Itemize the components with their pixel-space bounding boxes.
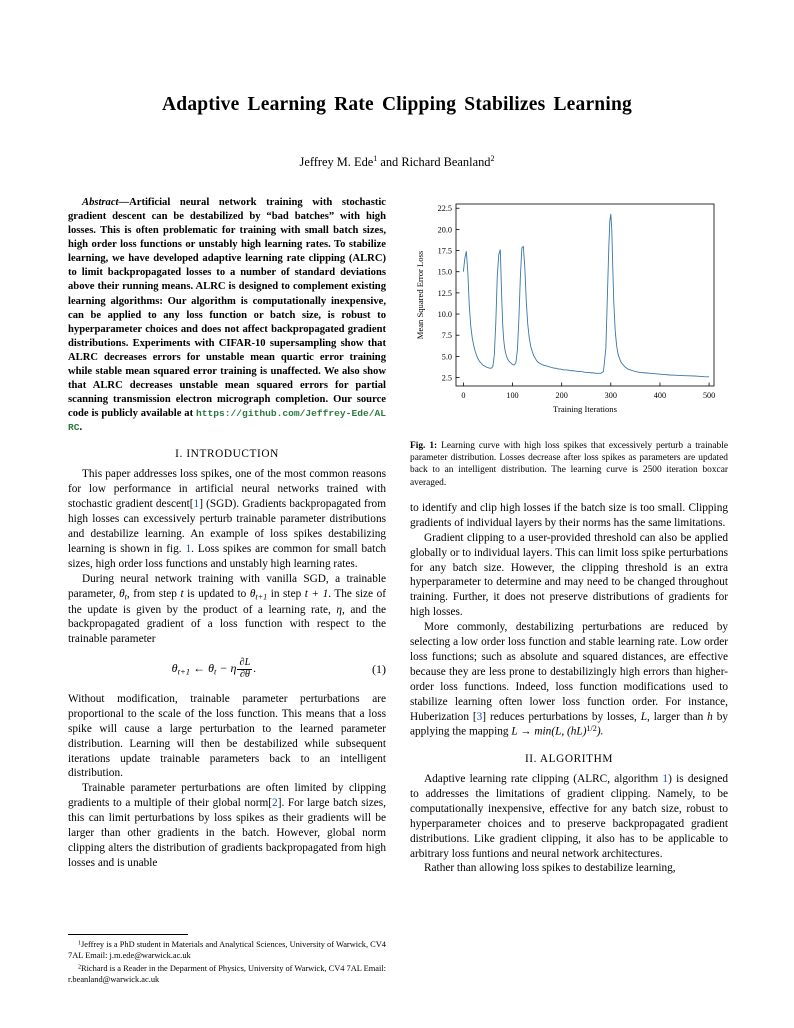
figure-1-label: Fig. 1:: [410, 441, 438, 451]
svg-text:100: 100: [506, 391, 519, 400]
intro-p2-part-e: . The size of the update is given by the product of a learning rate,: [68, 587, 386, 616]
intro-p2-part-d: in step: [267, 587, 305, 600]
abstract-text: Artificial neural network training with stochastic gradient descent can be destabilized by “bad batches” with high losses. This is often problematic for training with small batch sizes, high order loss functions or unstably high learning rates. To stabilize learning, we have developed adaptive learning rate clipping (ALRC) to limit backpropagated losses to a number of standard deviations above their running means. ALRC is designed to complement existing learning algorithms: Our algorithm is computationally inexpensive, can be applied to any loss function or batch size, is robust to hyperparameter choices and does not affect backpropagated gradient distributions. Experiments with CIFAR-10 supersampling show that ALRC decreases errors for unstable mean quartic error training while stable mean squared error training is unaffected. We also show that ALRC decreases unstable mean squared errors for partial scanning transmission electron micrograph completion. Our source code is publicly available at: [68, 197, 386, 420]
right-p3-part-a: More commonly, destabilizing perturbations are reduced by selecting a low order loss function and stable learning rate. Low order loss functions; such as absolute and squared distances, are effective because they are less prone to destabilizingly high errors than higher-order loss functions. Indeed, loss function modifications used to stabilize learning often lower loss function order. For instance, Huberization [: [410, 621, 728, 723]
right-p3-part-d: by applying the mapping: [410, 710, 728, 739]
figure-1-caption-text: Learning curve with high loss spikes that excessively perturb a trainable parameter distribution. Losses decrease after loss spikes as parameters are updated back to an intelligent distribution. The learning curve is 2500 iteration boxcar averaged.: [410, 441, 728, 488]
source-code-link[interactable]: https://github.com/Jeffrey-Ede/ALRC: [68, 408, 386, 434]
footnote-1-marker: 1: [78, 940, 82, 947]
footnotes: [68, 934, 386, 988]
chart-svg: [410, 196, 728, 431]
intro-p2-part-c: is updated to: [183, 587, 250, 600]
eta-variable: η: [336, 603, 342, 616]
intro-paragraph-1: [68, 467, 386, 571]
algorithm-reference-1[interactable]: 1: [662, 773, 669, 786]
alg-p1-part-a: Adaptive learning rate clipping (ALRC, algorithm: [424, 773, 663, 786]
section-heading-algorithm: II. ALGORITHM: [524, 753, 614, 766]
footnote-2-marker: 2: [78, 964, 82, 971]
svg-text:12.5: 12.5: [437, 288, 452, 298]
figure-1: [410, 196, 728, 489]
threshold-variable-h: h: [707, 710, 713, 723]
footnote-1: [68, 940, 386, 962]
huberization-close: ).: [596, 726, 604, 739]
huberization-exponent: 1/2: [586, 724, 597, 734]
intro-p2-part-f: , and the backpropagated gradient of a loss function with respect to the trainable parameter: [68, 603, 386, 646]
y-axis-label: Mean Squared Error Loss: [415, 250, 425, 340]
equation-1-number: (1): [372, 662, 386, 677]
section-heading-introduction: I. INTRODUCTION: [175, 448, 279, 461]
svg-text:5.0: 5.0: [441, 352, 452, 362]
svg-text:22.5: 22.5: [437, 204, 452, 214]
svg-text:0: 0: [461, 391, 466, 400]
abstract-dash: —: [118, 197, 130, 208]
equation-1-body: $\theta_{t+1}$ ← $\theta_t - \eta$ $\frac{\partial L}{\partial\theta}$ .: [171, 657, 257, 681]
svg-text:2.5: 2.5: [441, 373, 452, 383]
page-title: Adaptive Learning Rate Clipping Stabilizes Learning: [162, 94, 632, 115]
svg-text:500: 500: [702, 391, 716, 400]
theta-subscript-t: t: [124, 591, 127, 601]
intro-p1-part-a: This paper addresses loss spikes, one of the most common reasons for low performance in artificial neural networks trained with stochastic gradient descent[: [68, 468, 386, 511]
citation-2[interactable]: 2: [272, 797, 278, 810]
intro-p1-part-c: . Loss spikes are common for small batch sizes, high order loss functions and unstably high learning rates.: [68, 542, 386, 570]
right-column: [410, 196, 728, 876]
author-1-affiliation-marker: 1: [373, 154, 378, 163]
footnote-2: [68, 964, 386, 986]
chart-axes: [456, 204, 714, 386]
right-paragraph-1: to identify and clip high losses if the batch size is too small. Clipping gradients of individual layers by their norms has the same limitations.: [410, 501, 728, 529]
right-p3-part-c: , larger than: [647, 710, 708, 723]
footnote-1-text: Jeffrey is a PhD student in Materials and Analytical Sciences, University of Warwick, CV4 7AL Email: j.m.ede@warwick.ac.uk: [68, 940, 386, 961]
abstract-paragraph: [68, 196, 386, 435]
author-conjunction: and Richard Beanland: [377, 155, 491, 170]
footnote-2-text: Richard is a Reader in the Deparment of Physics, University of Warwick, CV4 7AL Email: r.beanland@warwick.ac.uk: [68, 964, 386, 985]
theta-subscript-t1: t+1: [255, 591, 268, 601]
algorithm-paragraph-2: Rather than allowing loss spikes to destabilize learning,: [424, 862, 676, 875]
svg-text:15.0: 15.0: [437, 267, 452, 277]
author-line: [60, 154, 734, 170]
huberization-mapping: L → min(L, (hL): [511, 726, 587, 739]
intro-p1-part-b: ] (SGD). Gradients backpropagated from high losses can excessively perturb trainable parameter distributions and destabilize learning. An example of loss spikes destabilizing learning is shown in fig.: [68, 498, 386, 555]
svg-text:200: 200: [555, 391, 568, 400]
abstract-period: .: [79, 422, 83, 434]
intro-p4-part-b: ]. For large batch sizes, this can limit perturbations by loss spikes as their gradients will be larger than other gradients in the batch. However, global norm clipping alters the distribution of gradients backpropagated from high losses and is unable: [68, 797, 386, 869]
intro-paragraph-4: [68, 781, 386, 870]
svg-text:20.0: 20.0: [437, 225, 452, 235]
citation-1[interactable]: 1: [193, 498, 200, 511]
figure-1-caption: [410, 440, 728, 489]
intro-p2-part-a: During neural network training with vanilla SGD, a trainable parameter,: [68, 572, 386, 600]
algorithm-paragraph-1: [410, 772, 728, 861]
svg-text:17.5: 17.5: [437, 246, 452, 256]
footnote-separator: [68, 934, 188, 935]
step-variable-t: t: [180, 587, 184, 600]
right-p3-part-b: ] reduces perturbations by losses,: [482, 710, 641, 723]
left-column: [68, 196, 386, 876]
intro-paragraph-2: During neural network training with vanilla SGD, a trainable parameter, $\theta_t$, from step t is updated to $\theta_{t+1}$ in step t + 1. The size of the update is given by the product of a learning rate, η, and the backpropagated gradient of a loss function with respect to the trainable parameter: [68, 572, 386, 646]
citation-3[interactable]: 3: [476, 710, 483, 723]
equation-1: [68, 658, 386, 681]
svg-text:300: 300: [604, 391, 617, 400]
svg-text:7.5: 7.5: [441, 331, 452, 341]
abstract-label: Abstract: [82, 197, 119, 208]
svg-text:10.0: 10.0: [437, 310, 452, 320]
x-axis-label: Training Iterations: [553, 404, 617, 414]
figure-reference-1[interactable]: 1: [185, 542, 192, 555]
intro-p2-part-b: , from step: [126, 587, 181, 600]
svg-text:400: 400: [653, 391, 667, 400]
two-column-body: [68, 196, 728, 876]
alg-p1-part-b: ) is designed to addresses the limitations of gradient clipping. Namely, to be computationally inexpensive, effective for any batch size, robust to hyperparameter choices and to preserve backpropagated gradient distributions. Like gradient clipping, it also has to be applicable to arbitrary loss funtions and neural network architectures.: [410, 773, 728, 860]
author-2-affiliation-marker: 2: [490, 154, 495, 163]
step-variable-t-plus-1: t + 1: [304, 587, 329, 600]
author-1-name: Jeffrey M. Ede: [299, 155, 374, 170]
right-paragraph-2: Gradient clipping to a user-provided threshold can also be applied globally or to individual layers. This can limit loss spike perturbations for any batch size. However, the clipping threshold is an extra hyperparameter to determine and may need to be changed throughout training. Further, it does not preserve distributions of gradients for high losses.: [410, 531, 728, 619]
intro-paragraph-3: Without modification, trainable parameter perturbations are proportional to the scale of the loss function. This means that a loss spike will cause a large perturbation to the learned parameter distribution. Learning will then be destabilized while subsequent iterations update trainable parameters back to an intelligent distribution.: [68, 692, 386, 780]
loss-variable-L: L: [640, 710, 648, 723]
intro-p4-part-a: Trainable parameter perturbations are often limited by clipping gradients to a multiple of their global norm[: [68, 782, 386, 810]
right-paragraph-3: [410, 620, 728, 740]
learning-curve-chart: [410, 196, 728, 431]
